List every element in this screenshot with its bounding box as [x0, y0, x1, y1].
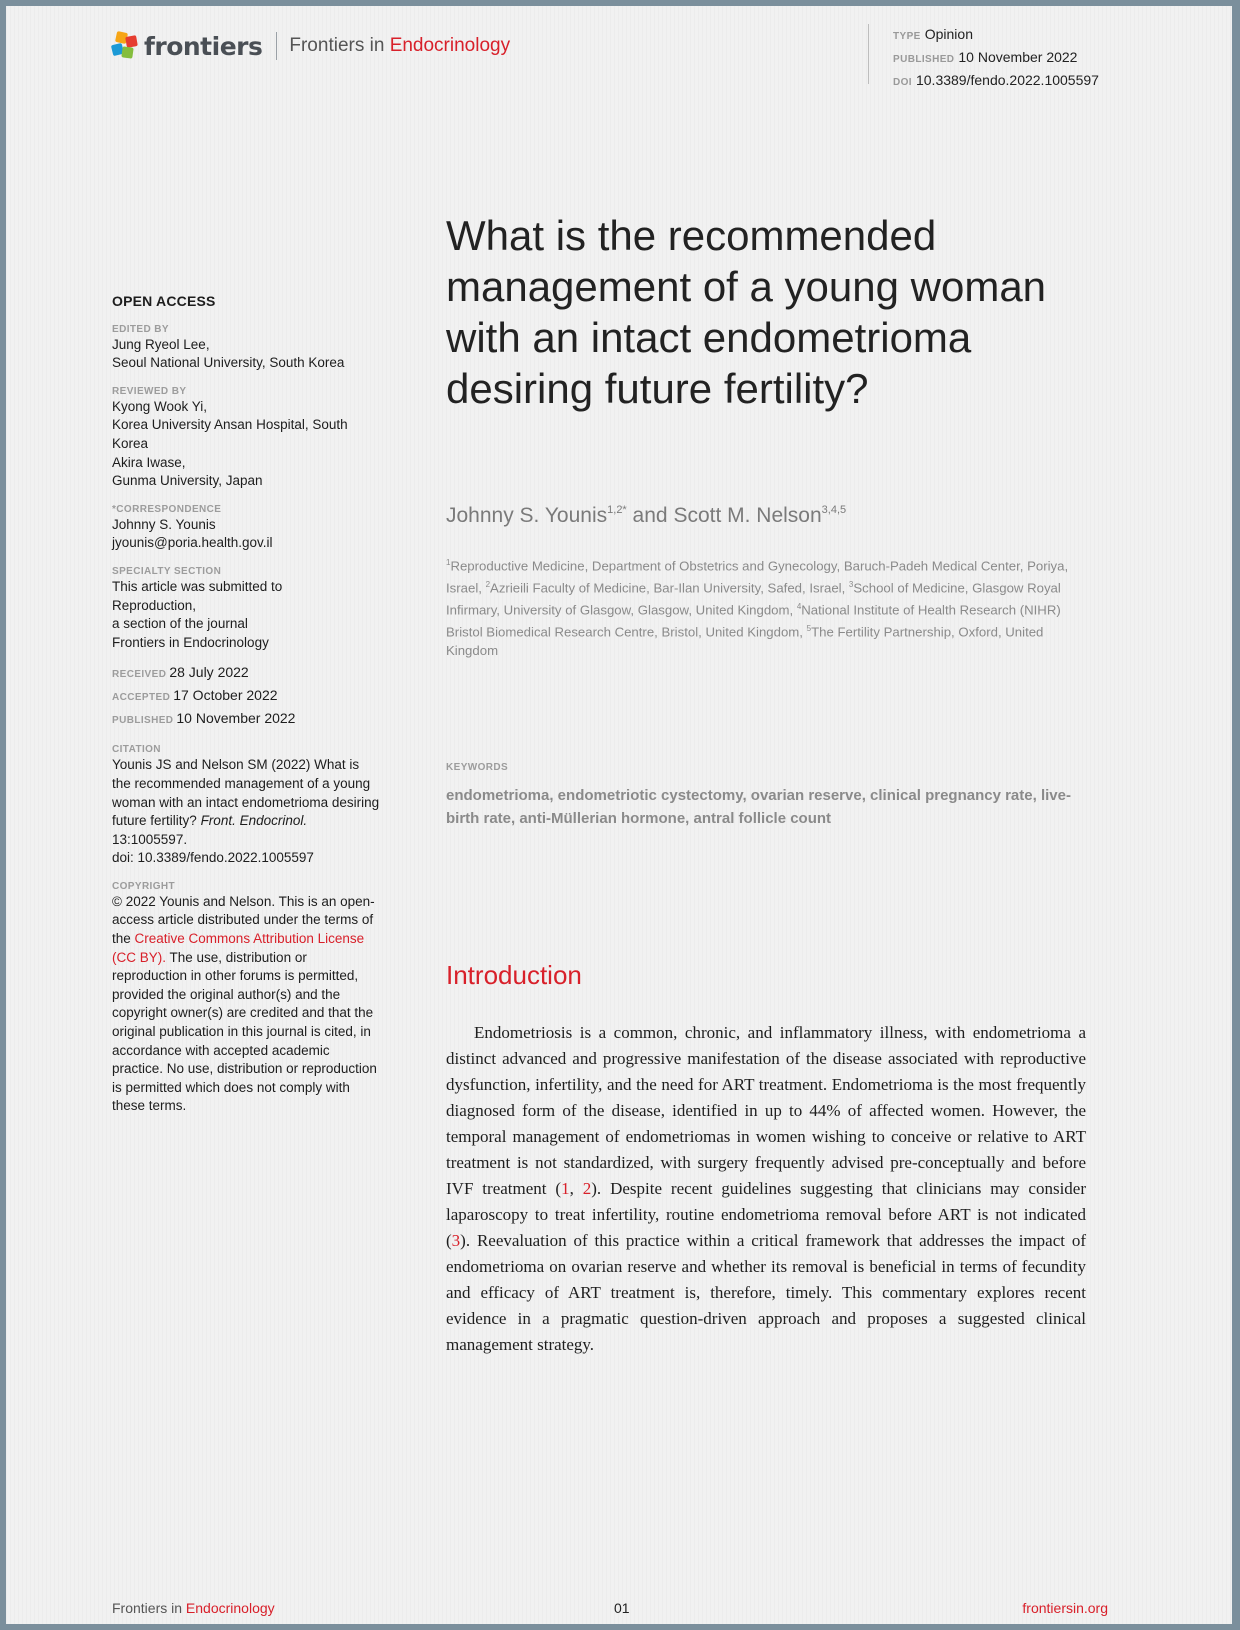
page-number: 01	[614, 1600, 630, 1616]
citation-doi[interactable]: doi: 10.3389/fendo.2022.1005597	[112, 850, 314, 866]
editor-affiliation: Seoul National University, South Korea	[112, 355, 345, 371]
page	[6, 6, 1232, 1624]
specialty-line: This article was submitted to	[112, 578, 283, 594]
journal-title: Frontiers in Endocrinology	[289, 35, 511, 56]
keywords-list: endometrioma, endometriotic cystectomy, ovarian reserve, clinical pregnancy rate, live-birth rate, anti-Müllerian hormone, antral follicle count	[446, 787, 1071, 827]
copyright-text: © 2022 Younis and Nelson. This is an open-access article distributed under the terms of the Creative Commons Attribution License (CC BY). The use, distribution or reproduction in other forums is permitted, provided the original author(s) and the copyright owner(s) are credited and that the original publication in this journal is cited, in accordance with accepted academic practice. No use, distribution or reproduction is permitted which does not comply with these terms.	[112, 893, 377, 1114]
reviewer-affiliation: Gunma University, Japan	[112, 473, 263, 489]
meta-type: TYPE Opinion	[893, 26, 973, 42]
author-affiliations: $^1$Reproductive Medicine, Department of Obstetrics and Gynecology, Baruch-Padeh Medical Center, Poriya, Israel, $^2$Azrieili Faculty of Medicine, Bar-Ilan University, Safed, Israel, $^3$School of Medicine, Glasgow Royal Infirmary, University of Glasgow, Glasgow, United Kingdom, $^4$National Institute of Health Research (NIHR) Bristol Biomedical Research Centre, Bristol, United Kingdom, $^5$The Fertility Partnership, Oxford, United Kingdom	[446, 558, 1069, 658]
citation-text: Younis JS and Nelson SM (2022) What is the recommended management of a young woman with an intact endometrioma desiring future fertility? Front. Endocrinol. 13:1005597. doi: 10.3389/fendo.2022.1005597	[112, 756, 380, 868]
article-sidebar	[112, 292, 380, 1116]
article-dates	[112, 662, 380, 731]
brand-name: frontiers	[144, 31, 263, 61]
section-heading-introduction: Introduction	[446, 960, 582, 990]
footer-journal: Frontiers in Endocrinology	[112, 1600, 275, 1616]
reviewed-by-label: REVIEWED BY	[112, 385, 187, 397]
reference-link[interactable]: 1	[561, 1179, 570, 1198]
footer-site-link[interactable]: frontiersin.org	[1022, 1600, 1108, 1616]
author-name[interactable]: Scott M. Nelson	[673, 504, 822, 527]
specialty-section-label: SPECIALTY SECTION	[112, 565, 222, 577]
article-meta	[868, 24, 1099, 88]
editor-name: Jung Ryeol Lee,	[112, 336, 210, 352]
meta-published: PUBLISHED 10 November 2022	[893, 49, 1078, 65]
frontiers-logo-icon	[112, 32, 138, 60]
article-authors: Johnny S. Younis$^{1,2*}$ and Scott M. Nelson$^{3,4,5}$	[446, 504, 847, 527]
open-access-label: OPEN ACCESS	[112, 293, 216, 309]
cc-license-link[interactable]: Creative Commons Attribution License (CC BY).	[112, 931, 365, 965]
copyright-label: COPYRIGHT	[112, 880, 176, 892]
correspondence-email[interactable]: jyounis@poria.health.gov.il	[112, 535, 273, 551]
introduction-paragraph: Endometriosis is a common, chronic, and inflammatory illness, with endometrioma a distinct advanced and progressive manifestation of the disease associated with reproductive dysfunction, infertility, and the need for ART treatment. Endometrioma is the most frequently diagnosed form of the disease, identified in up to 44% of affected women. However, the temporal management of endometriomas in women wishing to conceive or relative to ART treatment is not standardized, with surgery frequently advised pre-conceptually and before IVF treatment (1, 2). Despite recent guidelines suggesting that clinicians may consider laparoscopy to treat infertility, routine endometrioma removal before ART is not indicated (3). Reevaluation of this practice within a critical framework that addresses the impact of endometrioma on ovarian reserve and whether its removal is beneficial in terms of fecundity and efficacy of ART treatment is, therefore, timely. This commentary explores recent evidence in a pragmatic question-driven approach and proposes a suggested clinical management strategy.	[446, 1023, 1087, 1354]
edited-by-label: EDITED BY	[112, 323, 169, 335]
author-name[interactable]: Johnny S. Younis	[446, 504, 608, 527]
reference-link[interactable]: 2	[582, 1179, 592, 1198]
keywords-label: KEYWORDS	[446, 762, 509, 773]
journal-logo[interactable]	[112, 28, 510, 64]
citation-label: CITATION	[112, 744, 161, 756]
date-received: RECEIVED 28 July 2022	[112, 664, 249, 681]
correspondence-name: Johnny S. Younis	[112, 516, 216, 532]
reference-link[interactable]: 3	[451, 1231, 461, 1250]
article-title: What is the recommended management of a young woman with an intact endometrioma desiring future fertility?	[446, 212, 1047, 412]
reviewer-name: Akira Iwase,	[112, 454, 186, 470]
reviewer-name: Kyong Wook Yi,	[112, 398, 208, 414]
specialty-line: Frontiers in Endocrinology	[112, 634, 269, 650]
date-published: PUBLISHED 10 November 2022	[112, 710, 296, 727]
date-accepted: ACCEPTED 17 October 2022	[112, 687, 278, 704]
correspondence-label: *CORRESPONDENCE	[112, 503, 222, 515]
specialty-line: a section of the journal	[112, 616, 248, 632]
reviewer-affiliation: Korea University Ansan Hospital, South Korea	[112, 417, 348, 451]
logo-divider	[276, 32, 277, 60]
specialty-line: Reproduction,	[112, 597, 197, 613]
meta-doi[interactable]: DOI 10.3389/fendo.2022.1005597	[893, 72, 1099, 88]
